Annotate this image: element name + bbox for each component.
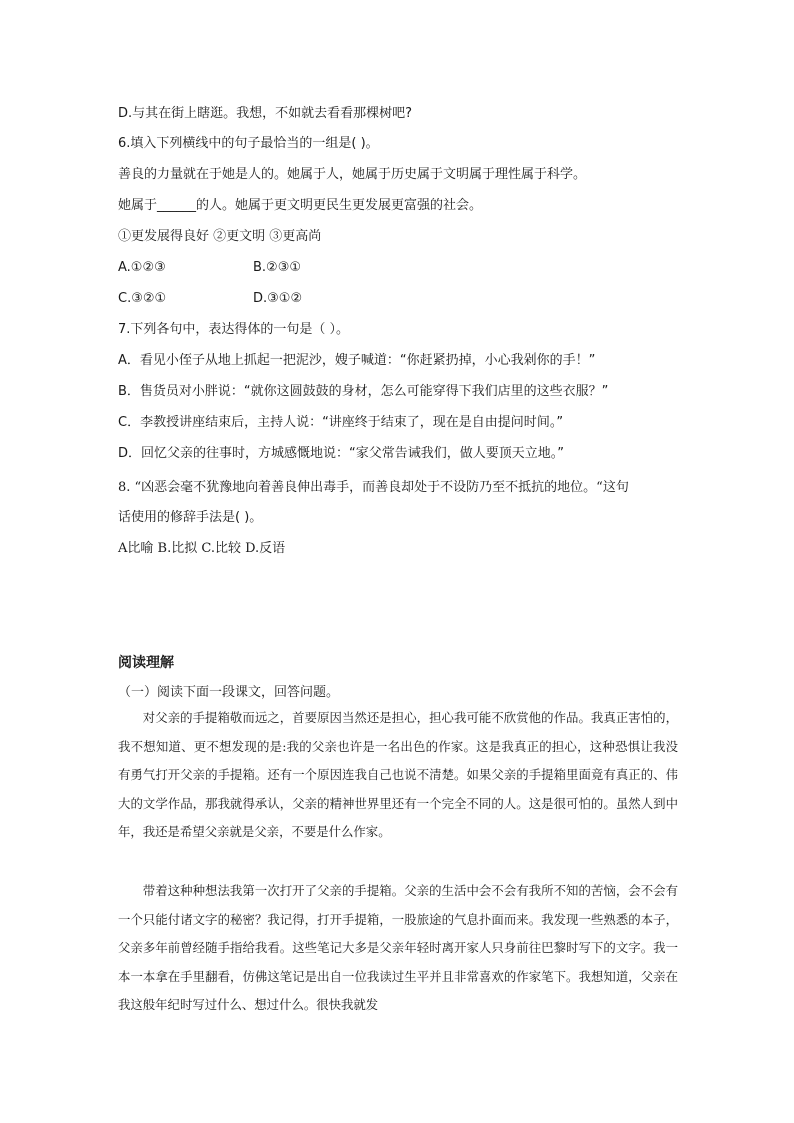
q6-option-c: C.③②①	[118, 291, 167, 306]
q6-option-a: A.①②③	[118, 260, 166, 275]
q6-options-row-2	[118, 289, 418, 309]
q7-option-d: D．回忆父亲的往事时，方城感慨地说：“家父常告诫我们，做人要顶天立地。”	[118, 446, 564, 461]
q6-option-b: B.②③①	[253, 260, 302, 275]
q8-question-line-1: 8. “凶恶会毫不犹豫地向着善良伸出毒手，而善良却处于不设防乃至不抵抗的地位。“这句	[118, 480, 629, 495]
q7-option-b: B．售货员对小胖说：“就你这圆鼓鼓的身材，怎么可能穿得下我们店里的这些衣服？”	[118, 384, 609, 399]
q7-option-c: C．李教授讲座结束后，主持人说：“讲座终于结束了，现在是自由提问时间。”	[118, 415, 564, 430]
q7-option-a: A．看见小侄子从地上抓起一把泥沙，嫂子喊道：“你赶紧扔掉，小心我剁你的手！”	[118, 353, 596, 368]
q5-option-d: D.与其在街上瞎逛。我想，不如就去看看那棵树吧?	[118, 106, 413, 121]
passage-paragraph-1: 对父亲的手提箱敬而远之，首要原因当然还是担心，担心我可能不欣赏他的作品。我真正害怕的，我不想知道、更不想发现的是:我的父亲也许是一名出色的作家。这是我真正的担心，这种恐惧让我没有勇气打开父亲的手提箱。还有一个原因连我自己也说不清楚。如果父亲的手提箱里面竟有真正的、伟大的文学作品，那我就得承认，父亲的精神世界里还有一个完全不同的人。这是很可怕的。虽然人到中年，我还是希望父亲就是父亲，不要是什么作家。	[118, 710, 678, 839]
q7-question: 7.下列各句中，表达得体的一句是（ ）。	[118, 322, 350, 337]
q6-options-row-1	[118, 258, 418, 278]
q8-options: A比喻 B.比拟 C.比较 D.反语	[118, 541, 286, 556]
q6-sentence-2: 她属于______的人。她属于更文明更民生更发展更富强的社会。	[118, 198, 483, 213]
reading-heading: 阅读理解	[118, 655, 174, 671]
reading-part1-intro: （一）阅读下面一段课文，回答问题。	[118, 685, 340, 700]
passage-paragraph-2: 带着这种种想法我第一次打开了父亲的手提箱。父亲的生活中会不会有我所不知的苦恼，会不会有一个只能付诸文字的秘密？我记得，打开手提箱，一股旅途的气息扑面而来。我发现一些熟悉的本子，父亲多年前曾经随手指给我看。这些笔记大多是父亲年轻时离开家人只身前往巴黎时写下的文字。我一本一本拿在手里翻看，仿佛这笔记是出自一位我读过生平并且非常喜欢的作家笔下。我想知道，父亲在我这般年纪时写过什么、想过什么。很快我就发	[118, 883, 678, 1012]
q6-question: 6.填入下列横线中的句子最恰当的一组是( )。	[118, 136, 379, 151]
q6-option-d: D.③①②	[253, 291, 303, 306]
q6-choices: ①更发展得良好 ②更文明 ③更高尚	[118, 229, 322, 244]
q6-sentence-1: 善良的力量就在于她是人的。她属于人，她属于历史属于文明属于理性属于科学。	[118, 167, 587, 182]
q8-question-line-2: 话使用的修辞手法是( )。	[118, 510, 263, 525]
